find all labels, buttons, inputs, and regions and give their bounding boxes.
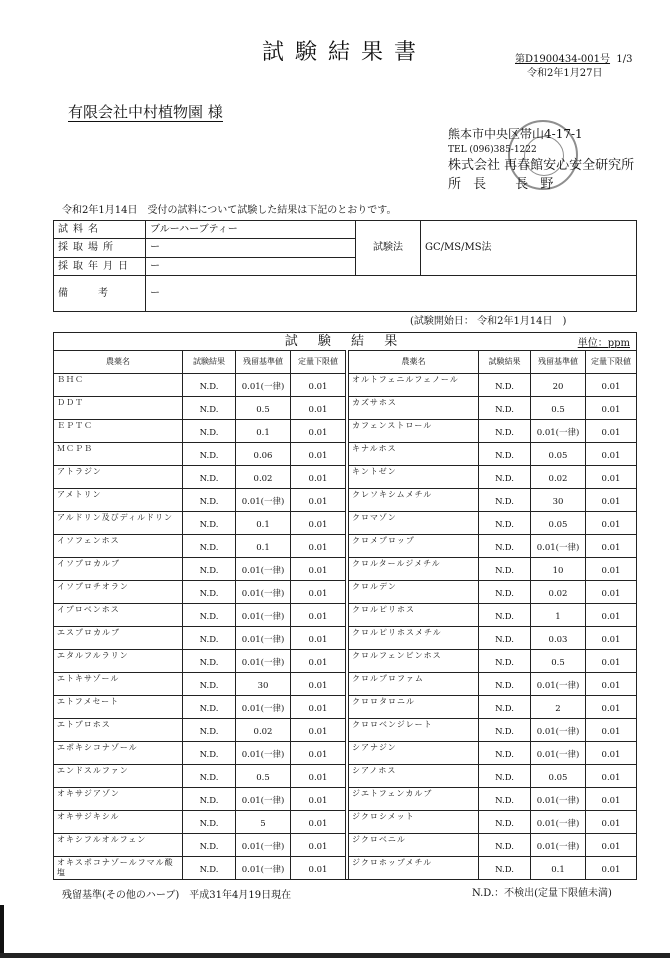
col-header-result: 試験結果	[479, 351, 531, 374]
residue-standard: 0.05	[531, 512, 586, 535]
table-row	[54, 765, 637, 788]
quantitation-limit: 0.01	[291, 834, 346, 857]
document-number	[515, 54, 632, 66]
results-table	[53, 332, 637, 880]
quantitation-limit: 0.01	[291, 374, 346, 397]
quantitation-limit: 0.01	[586, 489, 637, 512]
residue-standard: 0.01(一律)	[236, 742, 291, 765]
table-row	[54, 443, 637, 466]
remarks-label: 備考	[54, 276, 146, 312]
test-result: N.D.	[183, 443, 236, 466]
pesticide-name: オキスポコナゾールフマル酸塩	[54, 857, 183, 880]
quantitation-limit: 0.01	[291, 489, 346, 512]
quantitation-limit: 0.01	[586, 811, 637, 834]
test-result: N.D.	[479, 443, 531, 466]
residue-standard: 0.01(一律)	[236, 834, 291, 857]
test-result: N.D.	[183, 650, 236, 673]
pesticide-name: ＢＨＣ	[54, 374, 183, 397]
col-header-name: 農薬名	[54, 351, 183, 374]
table-row	[54, 788, 637, 811]
col-header-standard: 残留基準値	[531, 351, 586, 374]
place-value: ー	[146, 239, 356, 258]
table-row	[54, 834, 637, 857]
quantitation-limit: 0.01	[586, 397, 637, 420]
quantitation-limit: 0.01	[291, 535, 346, 558]
residue-standard: 0.01(一律)	[531, 719, 586, 742]
quantitation-limit: 0.01	[586, 719, 637, 742]
table-row	[54, 742, 637, 765]
test-result: N.D.	[183, 397, 236, 420]
date-label: 採取年月日	[54, 258, 146, 276]
quantitation-limit: 0.01	[291, 673, 346, 696]
pesticide-name: オルトフェニルフェノール	[349, 374, 479, 397]
test-result: N.D.	[183, 719, 236, 742]
pesticide-name: カズサホス	[349, 397, 479, 420]
quantitation-limit: 0.01	[586, 742, 637, 765]
pesticide-name: キナルホス	[349, 443, 479, 466]
col-header-name: 農薬名	[349, 351, 479, 374]
test-result: N.D.	[479, 650, 531, 673]
residue-standard: 0.01(一律)	[236, 374, 291, 397]
pesticide-name: エトキサゾール	[54, 673, 183, 696]
table-row	[54, 719, 637, 742]
quantitation-limit: 0.01	[291, 696, 346, 719]
table-row	[54, 581, 637, 604]
lab-address: 熊本市中央区帯山4-17-1	[448, 127, 583, 141]
quantitation-limit: 0.01	[291, 627, 346, 650]
residue-standard: 0.5	[531, 650, 586, 673]
table-row	[54, 512, 637, 535]
test-result: N.D.	[183, 788, 236, 811]
table-row	[54, 627, 637, 650]
intro-text: 令和2年1月14日 受付の試料について試験した結果は下記のとおりです。	[62, 205, 397, 216]
pesticide-name: ジクロシメット	[349, 811, 479, 834]
pesticide-name: オキサジキシル	[54, 811, 183, 834]
test-start-date: (試験開始日： 令和2年1月14日 )	[410, 316, 567, 327]
col-header-lod: 定量下限値	[586, 351, 637, 374]
pesticide-name: オキシフルオルフェン	[54, 834, 183, 857]
pesticide-name: クロマゾン	[349, 512, 479, 535]
test-result: N.D.	[479, 397, 531, 420]
test-result: N.D.	[479, 489, 531, 512]
quantitation-limit: 0.01	[586, 627, 637, 650]
test-result: N.D.	[479, 673, 531, 696]
quantitation-limit: 0.01	[586, 443, 637, 466]
pesticide-name: エトフメセート	[54, 696, 183, 719]
table-row	[54, 558, 637, 581]
test-result: N.D.	[183, 834, 236, 857]
quantitation-limit: 0.01	[586, 558, 637, 581]
quantitation-limit: 0.01	[291, 719, 346, 742]
pesticide-name: シアナジン	[349, 742, 479, 765]
test-result: N.D.	[479, 374, 531, 397]
col-header-result: 試験結果	[183, 351, 236, 374]
test-result: N.D.	[183, 604, 236, 627]
residue-standard: 0.01(一律)	[531, 788, 586, 811]
col-header-lod: 定量下限値	[291, 351, 346, 374]
quantitation-limit: 0.01	[586, 696, 637, 719]
table-row	[54, 673, 637, 696]
unit-label: 単位：ppm	[577, 338, 630, 349]
quantitation-limit: 0.01	[586, 420, 637, 443]
lab-name: 株式会社 再春館安心安全研究所	[448, 158, 635, 173]
pesticide-name: エトプロホス	[54, 719, 183, 742]
test-result: N.D.	[183, 374, 236, 397]
residue-standard: 0.02	[531, 581, 586, 604]
residue-standard: 0.01(一律)	[531, 420, 586, 443]
residue-standard: 2	[531, 696, 586, 719]
results-heading: 試 験 結 果	[284, 333, 406, 349]
quantitation-limit: 0.01	[291, 650, 346, 673]
pesticide-name: イソプロカルブ	[54, 558, 183, 581]
residue-standard: 0.01(一律)	[236, 489, 291, 512]
table-row	[54, 696, 637, 719]
quantitation-limit: 0.01	[586, 604, 637, 627]
quantitation-limit: 0.01	[291, 742, 346, 765]
residue-standard: 1	[531, 604, 586, 627]
quantitation-limit: 0.01	[291, 443, 346, 466]
table-row	[54, 535, 637, 558]
pesticide-name: エポキシコナゾール	[54, 742, 183, 765]
test-result: N.D.	[479, 420, 531, 443]
test-result: N.D.	[479, 811, 531, 834]
quantitation-limit: 0.01	[586, 673, 637, 696]
pesticide-name: オキサジアゾン	[54, 788, 183, 811]
residue-standard: 0.05	[531, 765, 586, 788]
quantitation-limit: 0.01	[586, 765, 637, 788]
test-result: N.D.	[183, 696, 236, 719]
page-number: 1/3	[616, 54, 633, 65]
residue-standard: 0.01(一律)	[531, 742, 586, 765]
table-row	[54, 397, 637, 420]
residue-standard: 0.01(一律)	[531, 673, 586, 696]
pesticide-name: エタルフルラリン	[54, 650, 183, 673]
table-row	[54, 811, 637, 834]
test-result: N.D.	[183, 558, 236, 581]
test-result: N.D.	[479, 604, 531, 627]
nd-note: N.D.：不検出(定量下限値未満)	[472, 888, 612, 899]
test-result: N.D.	[183, 466, 236, 489]
residue-standard: 0.05	[531, 443, 586, 466]
residue-standard: 0.1	[236, 420, 291, 443]
pesticide-name: クロメプロップ	[349, 535, 479, 558]
test-result: N.D.	[479, 834, 531, 857]
residue-standard: 0.02	[531, 466, 586, 489]
lab-tel: TEL (096)385-1222	[448, 145, 537, 155]
table-row	[54, 489, 637, 512]
pesticide-name: クレソキシムメチル	[349, 489, 479, 512]
residue-standard: 0.5	[531, 397, 586, 420]
col-header-standard: 残留基準値	[236, 351, 291, 374]
residue-standard: 0.06	[236, 443, 291, 466]
remarks-value: ー	[146, 276, 637, 312]
method-value: GC/MS/MS法	[421, 221, 637, 276]
quantitation-limit: 0.01	[586, 535, 637, 558]
quantitation-limit: 0.01	[586, 581, 637, 604]
residue-standard: 0.01(一律)	[531, 535, 586, 558]
method-label: 試験法	[356, 221, 421, 276]
quantitation-limit: 0.01	[291, 581, 346, 604]
scan-edge	[0, 905, 4, 958]
residue-standard: 0.5	[236, 765, 291, 788]
pesticide-name: クロルピリホスメチル	[349, 627, 479, 650]
sample-name-label: 試料名	[54, 221, 146, 239]
residue-standard: 0.02	[236, 466, 291, 489]
residue-standard: 0.01(一律)	[236, 857, 291, 880]
pesticide-name: エスプロカルブ	[54, 627, 183, 650]
residue-standard: 0.01(一律)	[236, 788, 291, 811]
doc-number: 第D1900434-001号	[515, 54, 611, 65]
pesticide-name: クロルピリホス	[349, 604, 479, 627]
residue-standard: 0.01(一律)	[236, 627, 291, 650]
test-result: N.D.	[479, 742, 531, 765]
test-result: N.D.	[183, 811, 236, 834]
quantitation-limit: 0.01	[291, 788, 346, 811]
pesticide-name: キントゼン	[349, 466, 479, 489]
quantitation-limit: 0.01	[586, 788, 637, 811]
quantitation-limit: 0.01	[586, 512, 637, 535]
test-result: N.D.	[479, 466, 531, 489]
test-result: N.D.	[479, 512, 531, 535]
table-row	[54, 420, 637, 443]
quantitation-limit: 0.01	[291, 857, 346, 880]
residue-standard: 0.01(一律)	[531, 811, 586, 834]
pesticide-name: イソプロチオラン	[54, 581, 183, 604]
test-result: N.D.	[479, 581, 531, 604]
test-result: N.D.	[479, 627, 531, 650]
test-result: N.D.	[183, 857, 236, 880]
pesticide-name: アメトリン	[54, 489, 183, 512]
table-row	[54, 857, 637, 880]
scan-edge	[0, 953, 670, 958]
residue-standard: 0.01(一律)	[236, 581, 291, 604]
residue-standard: 0.01(一律)	[236, 558, 291, 581]
pesticide-name: クロルタールジメチル	[349, 558, 479, 581]
residue-standard: 10	[531, 558, 586, 581]
pesticide-name: イソフェンホス	[54, 535, 183, 558]
pesticide-name: エンドスルファン	[54, 765, 183, 788]
test-result: N.D.	[479, 857, 531, 880]
quantitation-limit: 0.01	[291, 604, 346, 627]
residue-standard: 0.1	[531, 857, 586, 880]
pesticide-name: クロルフェンビンホス	[349, 650, 479, 673]
pesticide-name: アルドリン及びディルドリン	[54, 512, 183, 535]
test-result: N.D.	[183, 535, 236, 558]
quantitation-limit: 0.01	[586, 650, 637, 673]
lab-director: 所 長 長 野	[448, 177, 558, 192]
test-result: N.D.	[183, 581, 236, 604]
place-label: 採取場所	[54, 239, 146, 258]
table-row	[54, 374, 637, 397]
residue-standard: 0.1	[236, 535, 291, 558]
sample-info-table	[53, 220, 637, 312]
quantitation-limit: 0.01	[586, 857, 637, 880]
table-row	[54, 604, 637, 627]
quantitation-limit: 0.01	[291, 512, 346, 535]
customer-name: 有限会社中村植物園 様	[68, 103, 223, 121]
pesticide-name: クロルデン	[349, 581, 479, 604]
standard-note: 残留基準(その他のハーブ) 平成31年4月19日現在	[62, 890, 292, 901]
residue-standard: 30	[236, 673, 291, 696]
test-result: N.D.	[479, 719, 531, 742]
quantitation-limit: 0.01	[291, 765, 346, 788]
pesticide-name: クロロタロニル	[349, 696, 479, 719]
test-result: N.D.	[479, 535, 531, 558]
issue-date: 令和2年1月27日	[527, 68, 603, 79]
test-result: N.D.	[183, 765, 236, 788]
pesticide-name: カフェンストロール	[349, 420, 479, 443]
residue-standard: 0.03	[531, 627, 586, 650]
pesticide-name: ジエトフェンカルブ	[349, 788, 479, 811]
residue-standard: 0.5	[236, 397, 291, 420]
date-value: ー	[146, 258, 356, 276]
pesticide-name: ＤＤＴ	[54, 397, 183, 420]
test-result: N.D.	[183, 673, 236, 696]
test-result: N.D.	[479, 558, 531, 581]
table-row	[54, 650, 637, 673]
pesticide-name: シアノホス	[349, 765, 479, 788]
quantitation-limit: 0.01	[291, 397, 346, 420]
test-result: N.D.	[183, 627, 236, 650]
test-result: N.D.	[183, 420, 236, 443]
pesticide-name: ＭＣＰＢ	[54, 443, 183, 466]
residue-standard: 0.01(一律)	[236, 696, 291, 719]
pesticide-name: ＥＰＴＣ	[54, 420, 183, 443]
pesticide-name: クロロベンジレート	[349, 719, 479, 742]
test-result: N.D.	[479, 696, 531, 719]
pesticide-name: ジクロベニル	[349, 834, 479, 857]
test-result: N.D.	[479, 765, 531, 788]
quantitation-limit: 0.01	[291, 558, 346, 581]
residue-standard: 0.02	[236, 719, 291, 742]
quantitation-limit: 0.01	[586, 466, 637, 489]
document-title: 試験結果書	[262, 40, 428, 65]
pesticide-name: クロルプロファム	[349, 673, 479, 696]
residue-standard: 0.01(一律)	[236, 604, 291, 627]
test-result: N.D.	[183, 489, 236, 512]
pesticide-name: アトラジン	[54, 466, 183, 489]
quantitation-limit: 0.01	[291, 811, 346, 834]
residue-standard: 20	[531, 374, 586, 397]
test-result: N.D.	[183, 512, 236, 535]
quantitation-limit: 0.01	[291, 420, 346, 443]
quantitation-limit: 0.01	[586, 374, 637, 397]
pesticide-name: イプロベンホス	[54, 604, 183, 627]
residue-standard: 30	[531, 489, 586, 512]
sample-name: ブルーハーブティー	[146, 221, 356, 239]
quantitation-limit: 0.01	[291, 466, 346, 489]
test-result: N.D.	[183, 742, 236, 765]
residue-standard: 0.01(一律)	[531, 834, 586, 857]
residue-standard: 0.01(一律)	[236, 650, 291, 673]
table-row	[54, 466, 637, 489]
residue-standard: 5	[236, 811, 291, 834]
pesticide-name: ジクロホップメチル	[349, 857, 479, 880]
residue-standard: 0.1	[236, 512, 291, 535]
quantitation-limit: 0.01	[586, 834, 637, 857]
test-result: N.D.	[479, 788, 531, 811]
